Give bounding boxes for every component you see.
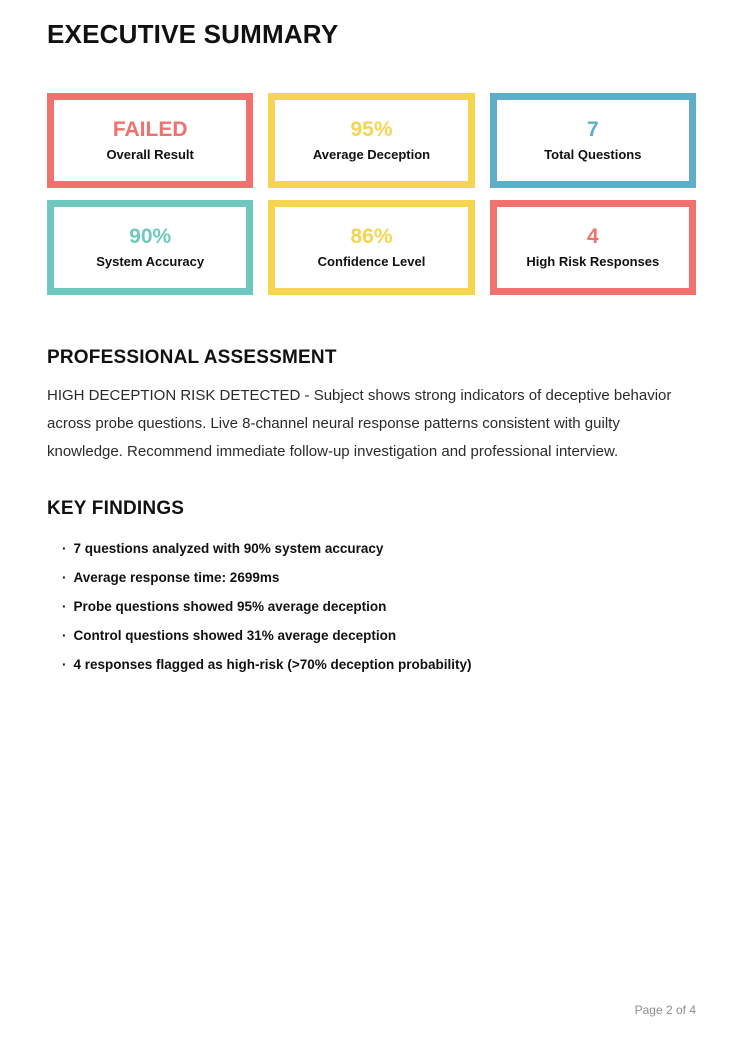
assessment-body: HIGH DECEPTION RISK DETECTED - Subject shows strong indicators of deceptive behavior across probe questions. Live 8-channel neural response patterns consistent with guilty knowledge. Recommend immediate follow-up investigation and professional interview. [47, 387, 672, 460]
bullet-glyph: · [62, 628, 67, 643]
bullet-glyph: · [62, 657, 67, 672]
stat-value: 4 [586, 225, 599, 248]
bullet-glyph: · [62, 541, 67, 556]
stat-card-total-questions [490, 93, 696, 188]
stat-card-confidence-level [268, 200, 474, 295]
stat-value: FAILED [112, 118, 188, 141]
stat-label: Confidence Level [317, 254, 426, 269]
finding-item [62, 628, 696, 644]
finding-text: 7 questions analyzed with 90% system accuracy [73, 541, 384, 556]
assessment-heading: PROFESSIONAL ASSESSMENT [47, 347, 337, 368]
finding-text: Probe questions showed 95% average deception [73, 599, 387, 614]
finding-text: Average response time: 2699ms [73, 570, 280, 585]
stat-label: Total Questions [544, 147, 642, 162]
finding-item [62, 657, 696, 673]
stat-card-overall-result [47, 93, 253, 188]
stat-card-system-accuracy [47, 200, 253, 295]
stat-card-high-risk-responses [490, 200, 696, 295]
stat-value: 7 [586, 118, 599, 141]
stat-label: System Accuracy [96, 254, 205, 269]
finding-item [62, 599, 696, 615]
findings-heading: KEY FINDINGS [47, 498, 185, 519]
finding-text: Control questions showed 31% average deception [73, 628, 397, 643]
bullet-glyph: · [62, 570, 67, 585]
stat-label: Average Deception [312, 147, 431, 162]
stat-card-average-deception [268, 93, 474, 188]
summary-stat-grid [47, 93, 696, 295]
stat-value: 95% [350, 118, 393, 141]
stat-label: Overall Result [106, 147, 194, 162]
stat-value: 86% [350, 225, 393, 248]
bullet-glyph: · [62, 599, 67, 614]
stat-label: High Risk Responses [526, 254, 660, 269]
stat-value: 90% [129, 225, 172, 248]
page-title: EXECUTIVE SUMMARY [47, 19, 339, 49]
finding-item [62, 541, 696, 557]
finding-text: 4 responses flagged as high-risk (>70% deception probability) [73, 657, 472, 672]
findings-list [47, 541, 696, 673]
page-number: Page 2 of 4 [634, 1003, 696, 1017]
finding-item [62, 570, 696, 586]
